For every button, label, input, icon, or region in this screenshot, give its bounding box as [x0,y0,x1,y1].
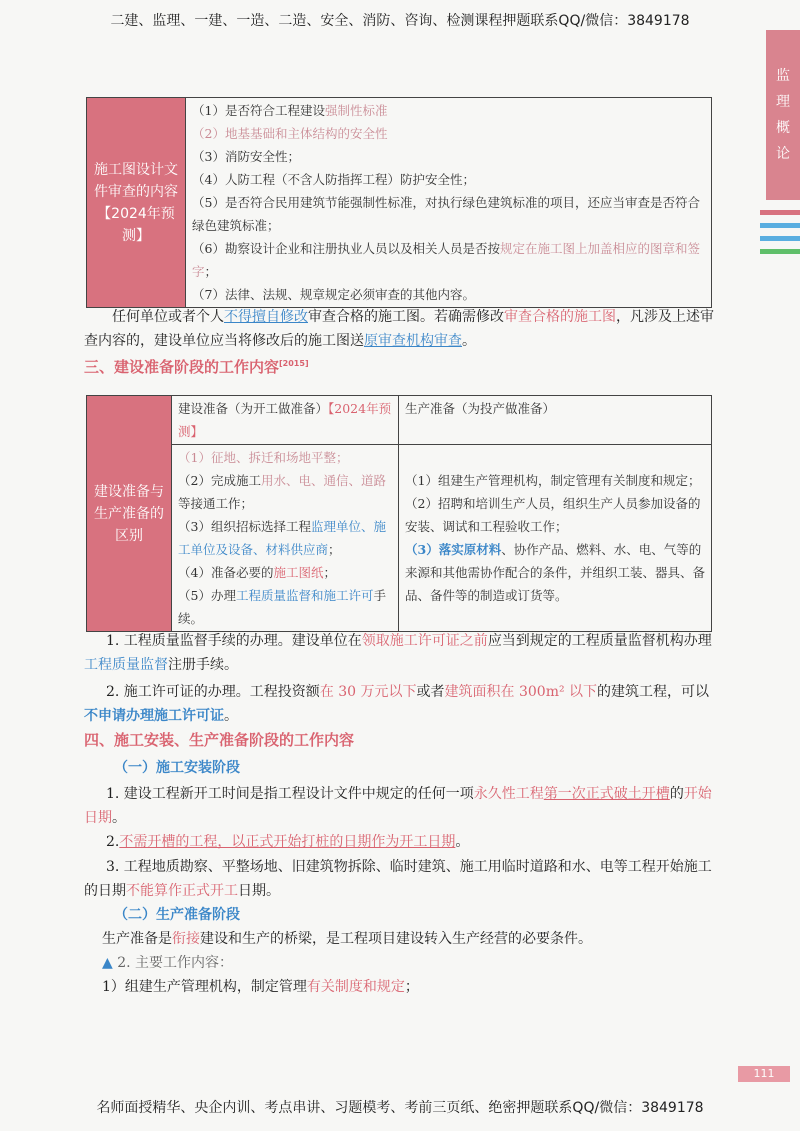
table2-item: （1）征地、拆迁和场地平整； [178,450,349,465]
paragraph-quality-supervision: 1. 工程质量监督手续的办理。建设单位在领取施工许可证之前应当到规定的工程质量监督机构办理工程质量监督注册手续。 [84,633,712,673]
table1-item: （1）是否符合工程建设强制性标准 [192,103,388,118]
header-banner: 二建、监理、一建、一造、二造、安全、消防、咨询、检测课程押题联系QQ/微信：3849178 [110,13,690,29]
paragraph-modification: 任何单位或者个人不得擅自修改审查合格的施工图。若确需修改审查合格的施工图，凡涉及上述审查内容的，建设单位应当将修改后的施工图送原审查机构审查。 [84,309,714,349]
main-work-heading: ▲ 2. 主要工作内容： [102,955,234,971]
stripe-pink [760,210,800,215]
table1-item: （4）人防工程（不含人防指挥工程）防护安全性； [192,172,475,187]
table1-item: （6）勘察设计企业和注册执业人员以及相关人员是否按规定在施工图上加盖相应的图章和签字； [192,241,700,279]
table1-label: 施工图设计文件审查的内容【2024年预测】 [87,98,186,308]
review-content-table [86,97,712,308]
table2-item: （2）招聘和培训生产人员，组织生产人员参加设备的安装、调试和工程验收工作； [405,496,701,534]
side-tab-char: 理 [776,94,790,110]
table2-item: （4）准备必要的施工图纸； [178,565,336,580]
table1-item: （7）法律、法规、规章规定必须审查的其他内容。 [192,287,475,302]
side-tab-char: 监 [776,68,790,84]
section-3-heading: 三、建设准备阶段的工作内容[2015] [84,358,309,376]
table2-item: （2）完成施工用水、电、通信、道路等接通工作； [178,473,386,511]
table2-item: （5）办理工程质量监督和施工许可手续。 [178,588,386,626]
table1-content [186,98,712,308]
table2-item: （1）组建生产管理机构，制定管理有关制度和规定； [405,473,701,488]
table1-item: （3）消防安全性； [192,149,300,164]
chapter-side-tab [766,30,800,200]
subsection-2-heading: （二）生产准备阶段 [114,907,240,923]
paragraph-no-trench: 2.不需开槽的工程，以正式开始打桩的日期作为开工日期。 [106,834,470,850]
table2-item: （3）落实原材料、协作产品、燃料、水、电、气等的来源和其他需协作配合的条件，并组织工装、器具、备品、备件等的制造或订货等。 [405,542,706,603]
table1-item: （5）是否符合民用建筑节能强制性标准，对执行绿色建筑标准的项目，还应当审查是否符合绿色建筑标准； [192,195,700,233]
stripe-blue [760,236,800,241]
table1-item: （2）地基基础和主体结构的安全性 [192,126,388,141]
table2-label: 建设准备与生产准备的区别 [87,396,172,632]
side-tab-char: 论 [776,146,790,162]
side-tab-char: 概 [776,120,790,136]
paragraph-work-item-1: 1）组建生产管理机构，制定管理有关制度和规定； [102,979,419,995]
subsection-1-heading: （一）施工安装阶段 [114,760,240,776]
preparation-comparison-table [86,395,712,632]
table2-production-prep [399,445,712,632]
stripe-green [760,249,800,254]
table2-construction-prep [172,445,399,632]
table2-item: （3）组织招标选择工程监理单位、施工单位及设备、材料供应商； [178,519,386,557]
triangle-marker-icon: ▲ [102,955,113,971]
page-number: 111 [738,1066,790,1082]
paragraph-start-time: 1. 建设工程新开工时间是指工程设计文件中规定的任何一项永久性工程第一次正式破土开槽的开始日期。 [84,786,712,826]
table2-col1-header: 建设准备（为开工做准备）【2024年预测】 [172,396,399,445]
paragraph-not-official-start: 3. 工程地质勘察、平整场地、旧建筑物拆除、临时建筑、施工用临时道路和水、电等工程开始施工的日期不能算作正式开工日期。 [84,859,712,899]
stripe-blue [760,223,800,228]
section-4-heading: 四、施工安装、生产准备阶段的工作内容 [84,731,355,749]
paragraph-production-prep: 生产准备是衔接建设和生产的桥梁，是工程项目建设转入生产经营的必要条件。 [102,931,592,947]
paragraph-construction-permit: 2. 施工许可证的办理。工程投资额在 30 万元以下或者建筑面积在 300m² 以下的建筑工程，可以不申请办理施工许可证。 [84,684,710,724]
table2-col2-header: 生产准备（为投产做准备） [399,396,712,445]
footer-banner: 名师面授精华、央企内训、考点串讲、习题模考、考前三页纸、绝密押题联系QQ/微信：3849178 [96,1100,704,1116]
side-color-stripes [760,210,800,262]
